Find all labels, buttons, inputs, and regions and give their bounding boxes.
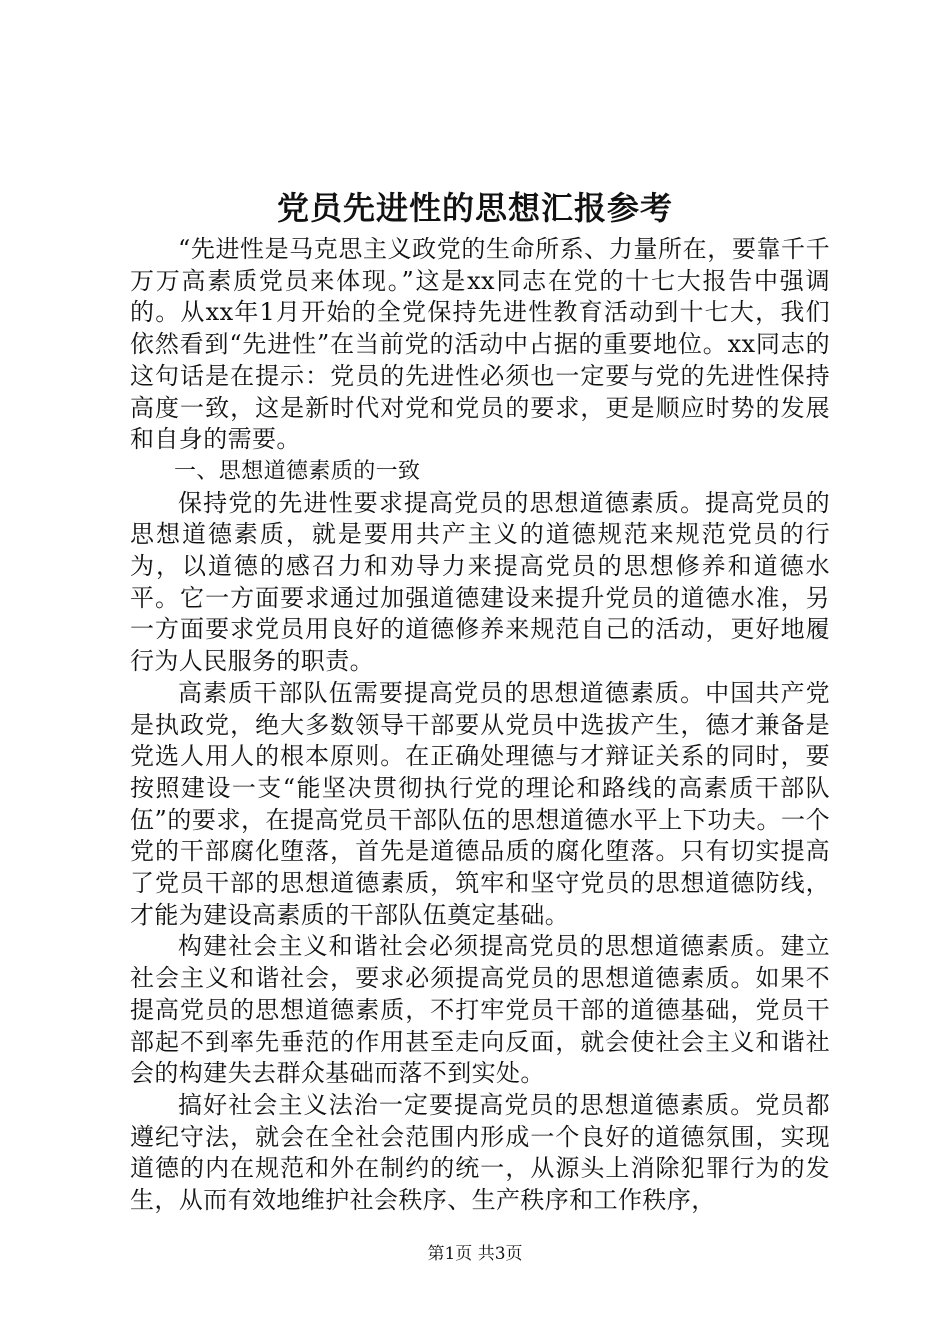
paragraph: 保持党的先进性要求提高党员的思想道德素质。提高党员的思想道德素质，就是要用共产主义的道德规范来规范党员的行为，以道德的感召力和劝导力来提高党员的思想修养和道德水平。它一方面要求通过加强道德建设来提升党员的道德水准，另一方面要求党员用良好的道德修养来规范自己的活动，更好地履行为人民服务的职责。 <box>130 488 830 676</box>
paragraph: 搞好社会主义法治一定要提高党员的思想道德素质。党员都遵纪守法，就会在全社会范围内形成一个良好的道德氛围，实现道德的内在规范和外在制约的统一，从源头上消除犯罪行为的发生，从而有效地维护社会秩序、生产秩序和工作秩序， <box>130 1090 830 1215</box>
paragraph: 构建社会主义和谐社会必须提高党员的思想道德素质。建立社会主义和谐社会，要求必须提高党员的思想道德素质。如果不提高党员的思想道德素质，不打牢党员干部的道德基础，党员干部起不到率先垂范的作用甚至走向反面，就会使社会主义和谐社会的构建失去群众基础而落不到实处。 <box>130 932 830 1088</box>
document-body <box>130 234 830 1217</box>
paragraph: 高素质干部队伍需要提高党员的思想道德素质。中国共产党是执政党，绝大多数领导干部要从党员中选拔产生，德才兼备是党选人用人的根本原则。在正确处理德与才辩证关系的同时，要按照建设一支“能坚决贯彻执行党的理论和路线的高素质干部队伍”的要求，在提高党员干部队伍的思想道德水平上下功夫。一个党的干部腐化堕落，首先是道德品质的腐化堕落。只有切实提高了党员干部的思想道德素质，筑牢和坚守党员的思想道德防线，才能为建设高素质的干部队伍奠定基础。 <box>130 678 830 929</box>
page-number-footer: 第1页 共3页 <box>427 1244 523 1264</box>
paragraph-intro: “先进性是马克思主义政党的生命所系、力量所在，要靠千千万万高素质党员来体现。”这是xx同志在党的十七大报告中强调的。从xx年1月开始的全党保持先进性教育活动到十七大，我们依然看到“先进性”在当前党的活动中占据的重要地位。xx同志的这句话是在提示：党员的先进性必须也一定要与党的先进性保持高度一致，这是新时代对党和党员的要求，更是顺应时势的发展和自身的需要。 <box>130 235 830 454</box>
document-title: 党员先进性的思想汇报参考 <box>276 189 673 227</box>
section-heading: 一、思想道德素质的一致 <box>174 458 421 484</box>
